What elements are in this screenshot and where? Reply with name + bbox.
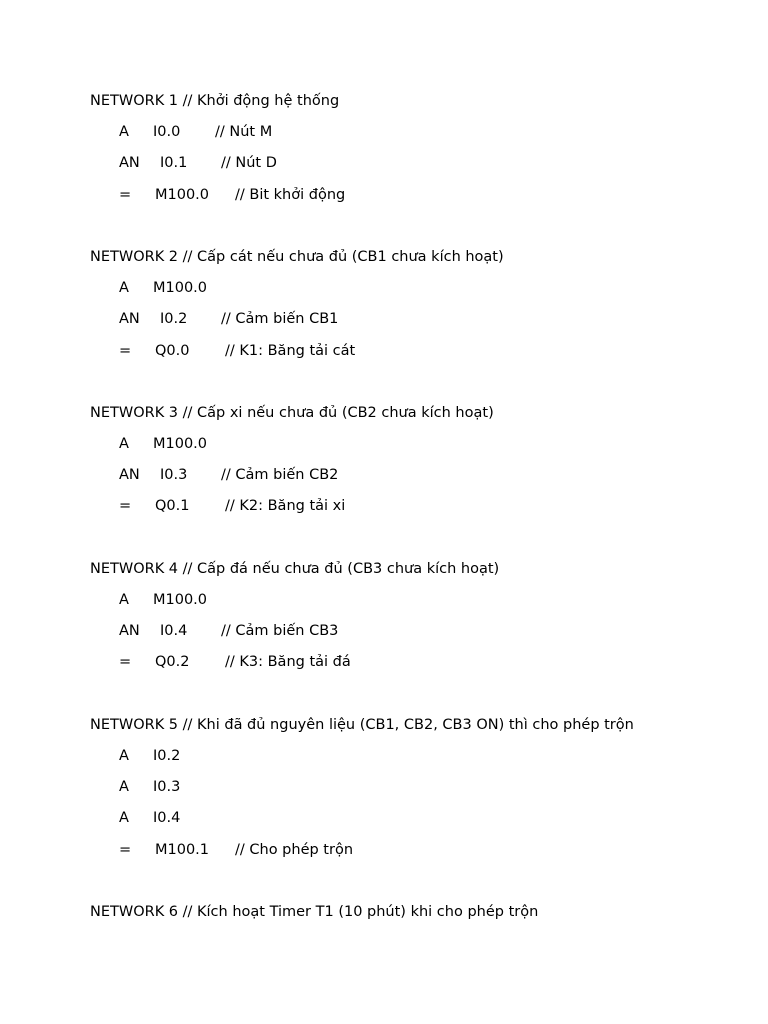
instruction-op: = xyxy=(119,498,132,515)
instruction-operand: M100.0 xyxy=(155,186,210,203)
instruction-line xyxy=(90,185,750,216)
instruction-operand: M100.0 xyxy=(153,436,208,453)
instruction-op: A xyxy=(119,436,129,453)
network-spacer xyxy=(90,216,750,247)
instruction-line xyxy=(90,309,750,340)
network-title: NETWORK 5 // Khi đã đủ nguyên liệu (CB1, CB2, CB3 ON) thì cho phép trộn xyxy=(90,716,634,733)
network-title: NETWORK 1 // Khởi động hệ thống xyxy=(90,93,340,109)
instruction-op: A xyxy=(119,280,129,297)
instruction-op: = xyxy=(119,654,132,671)
instruction-comment: // Cảm biến CB2 xyxy=(221,467,339,484)
instruction-line xyxy=(90,808,750,839)
network-spacer xyxy=(90,684,750,715)
instruction-line xyxy=(90,341,750,372)
network-block xyxy=(90,91,750,216)
instruction-operand: I0.4 xyxy=(160,623,188,640)
network-spacer xyxy=(90,871,750,902)
network-title: NETWORK 3 // Cấp xi nếu chưa đủ (CB2 chưa kích hoạt) xyxy=(90,404,494,421)
instruction-operand: Q0.1 xyxy=(155,498,190,515)
network-title: NETWORK 4 // Cấp đá nếu chưa đủ (CB3 chưa kích hoạt) xyxy=(90,560,500,577)
instruction-comment: // K1: Băng tải cát xyxy=(225,342,356,359)
instruction-line xyxy=(90,840,750,871)
network-block xyxy=(90,403,750,528)
document-body xyxy=(90,91,750,933)
instruction-comment: // Bit khởi động xyxy=(235,186,346,203)
instruction-line xyxy=(90,777,750,808)
instruction-operand: M100.1 xyxy=(155,841,210,858)
instruction-op: AN xyxy=(119,623,140,640)
instruction-comment: // K2: Băng tải xi xyxy=(225,498,346,515)
instruction-operand: I0.0 xyxy=(153,124,181,141)
instruction-operand: I0.1 xyxy=(160,155,188,172)
network-block xyxy=(90,559,750,684)
instruction-comment: // Cảm biến CB3 xyxy=(221,623,339,640)
instruction-op: = xyxy=(119,186,132,203)
instruction-op: = xyxy=(119,342,132,359)
instruction-operand: I0.2 xyxy=(153,747,181,764)
instruction-line xyxy=(90,434,750,465)
network-title: NETWORK 6 // Kích hoạt Timer T1 (10 phút) khi cho phép trộn xyxy=(90,903,539,920)
instruction-operand: M100.0 xyxy=(153,592,208,608)
instruction-op: A xyxy=(119,810,129,827)
instruction-comment: // K3: Băng tải đá xyxy=(225,654,351,671)
instruction-comment: // Cho phép trộn xyxy=(235,841,354,858)
network-spacer xyxy=(90,372,750,403)
instruction-op: = xyxy=(119,841,132,858)
network-block xyxy=(90,247,750,372)
instruction-line xyxy=(90,465,750,496)
instruction-line xyxy=(90,746,750,777)
instruction-op: A xyxy=(119,747,129,764)
network-block xyxy=(90,715,750,871)
instruction-line xyxy=(90,122,750,153)
instruction-line xyxy=(90,590,750,621)
instruction-operand: I0.3 xyxy=(153,779,181,796)
instruction-operand: I0.3 xyxy=(160,467,188,484)
instruction-operand: M100.0 xyxy=(153,280,208,297)
instruction-comment: // Nút M xyxy=(215,124,273,141)
instruction-line xyxy=(90,278,750,309)
instruction-op: AN xyxy=(119,467,140,484)
instruction-comment: // Cảm biến CB1 xyxy=(221,311,339,328)
network-spacer xyxy=(90,528,750,559)
instruction-line xyxy=(90,496,750,527)
instruction-line xyxy=(90,621,750,652)
instruction-operand: Q0.0 xyxy=(155,342,190,359)
instruction-operand: Q0.2 xyxy=(155,654,190,671)
instruction-op: A xyxy=(119,592,129,608)
instruction-operand: I0.4 xyxy=(153,810,181,827)
instruction-op: AN xyxy=(119,311,140,328)
instruction-comment: // Nút D xyxy=(221,155,277,172)
instruction-line xyxy=(90,153,750,184)
instruction-operand: I0.2 xyxy=(160,311,188,328)
instruction-op: A xyxy=(119,124,129,141)
instruction-op: A xyxy=(119,779,129,796)
network-title: NETWORK 2 // Cấp cát nếu chưa đủ (CB1 chưa kích hoạt) xyxy=(90,248,504,265)
network-block xyxy=(90,902,750,933)
instruction-op: AN xyxy=(119,155,140,172)
instruction-line xyxy=(90,652,750,683)
